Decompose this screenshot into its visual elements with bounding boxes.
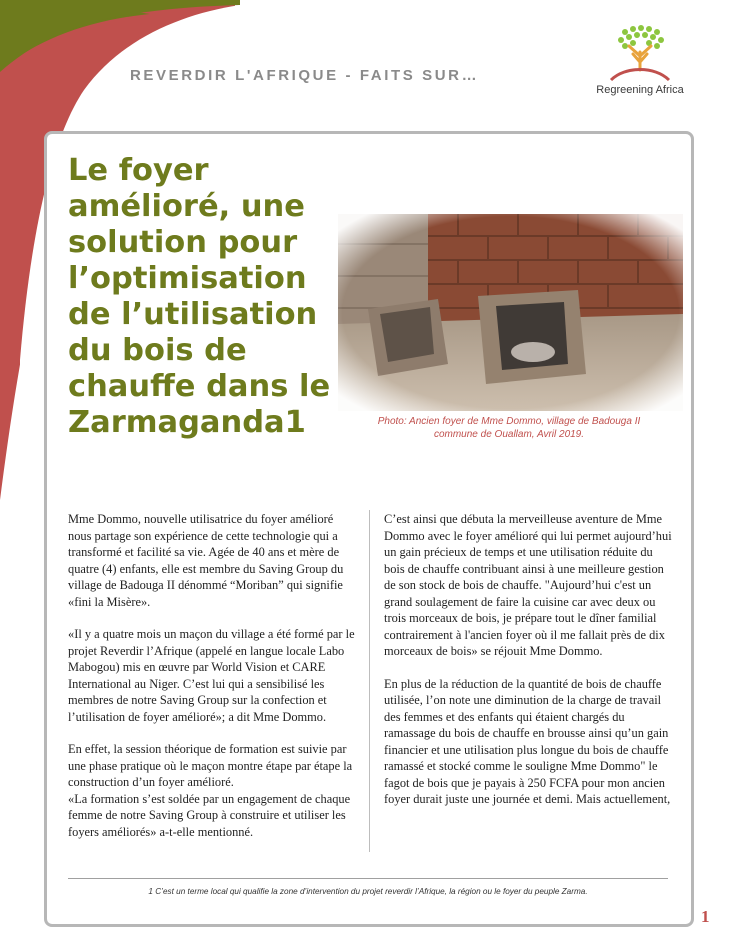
logo-text: Regreening Africa (596, 84, 684, 96)
paragraph: En effet, la session théorique de formation est suivie par une phase pratique où le maçon montre étape par étape la construction d’un foyer amélioré. (68, 742, 353, 789)
photo-caption-line2: commune de Ouallam, Avril 2019. (433, 429, 585, 440)
stove-photo (338, 214, 683, 411)
photo-caption-line1: Photo: Ancien foyer de Mme Dommo, village de Badouga II (377, 416, 641, 427)
footnote-divider (68, 878, 668, 879)
regreening-africa-logo (585, 22, 695, 112)
paragraph: «La formation s’est soldée par un engagement de chaque femme de notre Saving Group à construire et utiliser les foyers améliorés» a-t-elle mentionné. (68, 791, 351, 839)
header-title: REVERDIR L'AFRIQUE - FAITS SUR… (130, 67, 480, 84)
paragraph: C’est ainsi que débuta la merveilleuse aventure de Mme Dommo avec le foyer amélioré qui lui permet aujourd’hui un gain précieux de temps et une utilisation réduite du bois de chauffe contribuant ainsi à une meilleure gestion de son stock de bois de chauffe. "Aujourd’hui c'est un grand soulagement de faire la cuisine car avec deux ou trois morceaux de bois, je prépare tout le dîner familial contrairement à l'ancien foyer où il me fallait près de dix morceaux de bois» se réjouit Mme Dommo. (384, 512, 672, 658)
paragraph: Mme Dommo, nouvelle utilisatrice du foyer amélioré nous partage son expérience de cette technologie qui a transformé et facilité sa vie. Agée de 40 ans et mère de quatre (4) enfants, elle est membre du Saving Group du village de Badouga II dénommé “Moriban” qui signifie «fini la Misère». (68, 512, 344, 609)
column-divider (369, 510, 370, 852)
photo-caption (344, 415, 674, 441)
article-right-column (384, 511, 672, 824)
footnote: 1 C’est un terme local qui qualifie la zone d’intervention du projet reverdir l’Afrique, la région ou le foyer du peuple Zarma. (148, 887, 588, 896)
page-number: 1 (701, 907, 710, 926)
paragraph: En plus de la réduction de la quantité de bois de chauffe utilisée, l’on note une diminution de la charge de travail des femmes et des enfants qui étaient chargés du ramassage du bois de chauffe en brousse ainsi qu’un gain financier et une utilisation plus longue du bois de chauffe ramassé et stocké comme le souligne Mme Dommo" le fagot de bois que je payais à 250 FCFA pour mon ancien foyer durait juste une journée et demi. Mais actuellement, (384, 676, 671, 806)
tree-logo-icon (605, 22, 675, 84)
article-title: Le foyer amélioré, une solution pour l’optimisation de l’utilisation du bois de chauffe dans le Zarmaganda1 (68, 153, 331, 440)
article-left-column (68, 511, 356, 856)
paragraph: «Il y a quatre mois un maçon du village a été formé par le projet Reverdir l’Afrique (appelé en langue locale Labo Mabogou) mis en œuvre par World Vision et CARE International au Niger. C’est lui qui a sensibilisé les membres de notre Saving Group sur la confection et l’utilisation de foyer amélioré»; a dit Mme Dommo. (68, 627, 355, 724)
